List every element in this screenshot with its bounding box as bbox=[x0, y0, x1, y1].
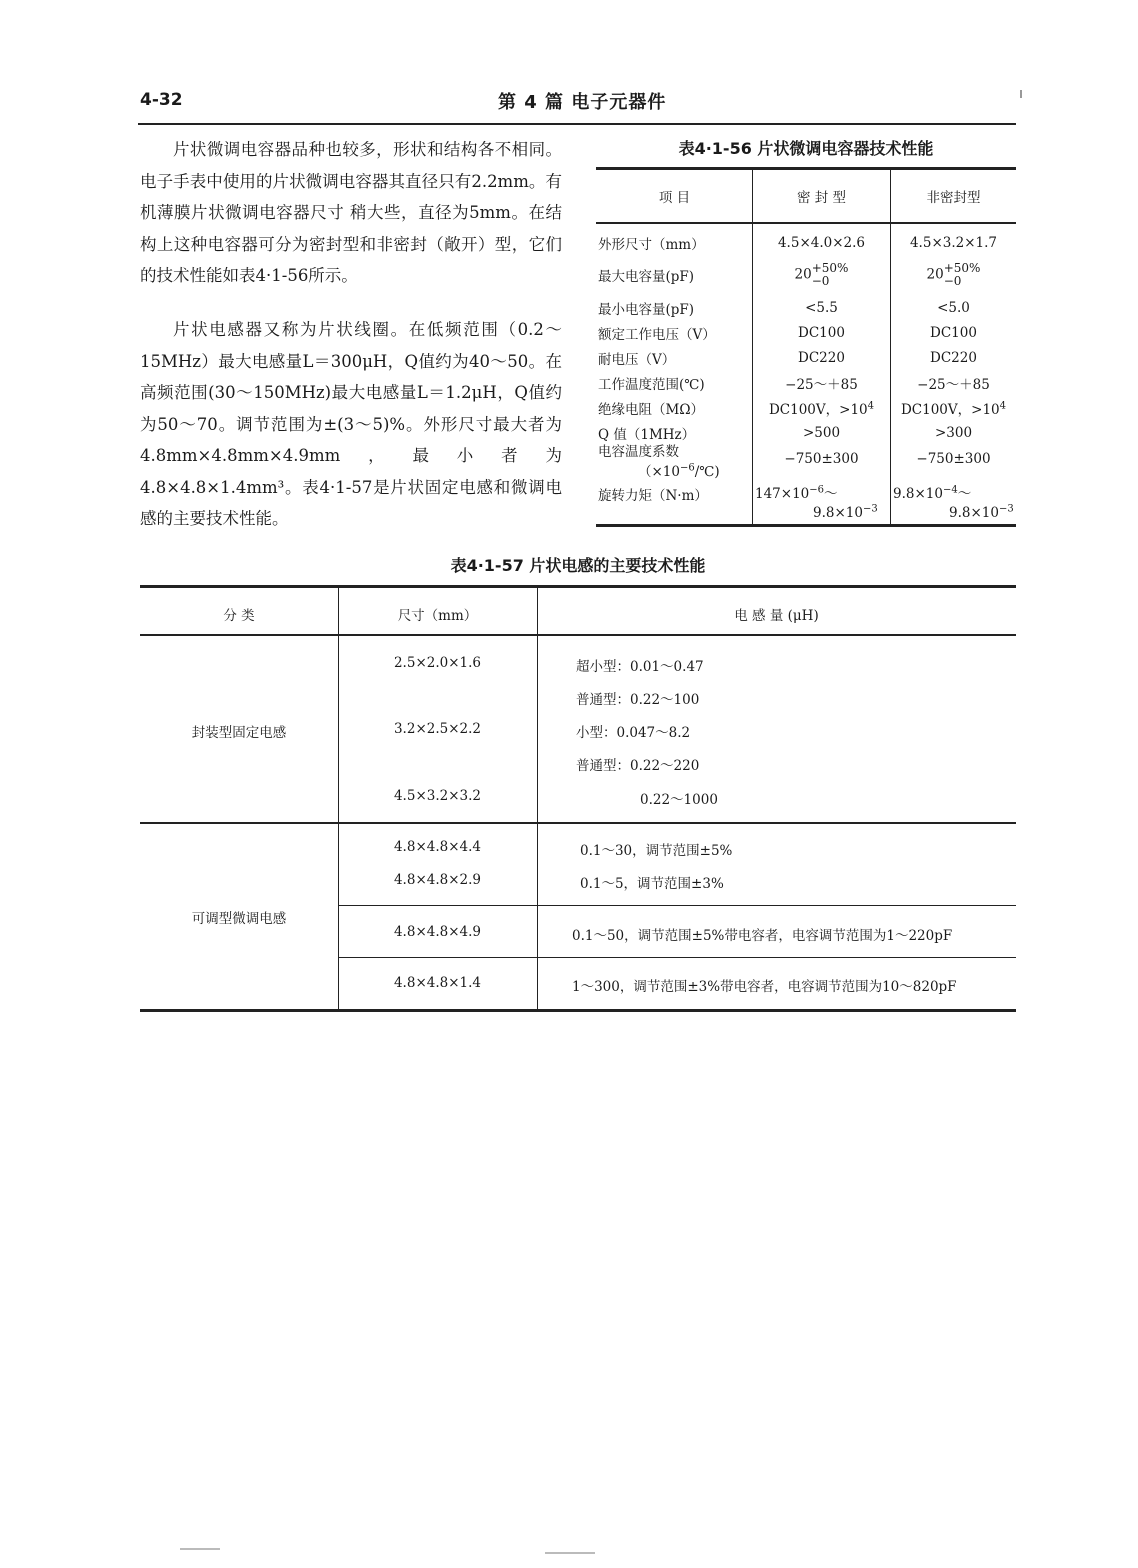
size-cell: 4.8×4.8×2.9 bbox=[393, 872, 482, 888]
table56-header-item: 项 目 bbox=[596, 169, 753, 224]
cell-sealed bbox=[753, 395, 891, 420]
cell-item: 外形尺寸（mm） bbox=[598, 236, 705, 253]
table57-header-category: 分 类 bbox=[223, 608, 255, 624]
table-row bbox=[596, 395, 1016, 420]
table57-title: 表4·1-57 片状电感的主要技术性能 bbox=[450, 556, 706, 575]
cell-sealed bbox=[753, 255, 891, 295]
paragraph-inductor bbox=[140, 314, 562, 535]
cell-unsealed bbox=[891, 480, 1017, 526]
value-text: DC100V，>10 bbox=[900, 401, 1000, 418]
cell-item: 耐电压（V） bbox=[598, 351, 676, 368]
category-adjustable: 可调型微调电感 bbox=[191, 911, 287, 927]
cell-item: 旋转力矩（N·m） bbox=[596, 480, 753, 526]
value-exponent: −3 bbox=[862, 503, 878, 515]
tolerance bbox=[812, 262, 849, 288]
table-row bbox=[596, 445, 1016, 480]
value-text: 9.8×10 bbox=[893, 485, 943, 502]
value-text: ～ bbox=[824, 485, 838, 502]
tolerance-upper: +50% bbox=[943, 261, 981, 275]
cell-sealed: −25～＋85 bbox=[753, 370, 891, 395]
inductance-cell: 0.1～5，调节范围±3% bbox=[580, 876, 724, 892]
value-line1 bbox=[755, 486, 838, 502]
table57-vline bbox=[537, 588, 538, 1009]
category-fixed: 封装型固定电感 bbox=[191, 725, 287, 741]
table57-group-rule bbox=[140, 822, 1016, 824]
value-base: 20 bbox=[794, 266, 812, 283]
scan-speck bbox=[545, 1552, 595, 1554]
tolerance-upper: +50% bbox=[811, 261, 849, 275]
tolerance-lower: −0 bbox=[811, 274, 830, 288]
value-line2 bbox=[893, 505, 1014, 521]
cell-unsealed: −750±300 bbox=[891, 445, 1017, 480]
value-exponent: −3 bbox=[998, 503, 1014, 515]
item-line2-text: （×10 bbox=[638, 463, 680, 480]
value-text: 9.8×10 bbox=[813, 505, 863, 521]
paragraph-text: 片状电感器又称为片状线圈。在低频范围（0.2～15MHz）最大电感量L＝300μH，Q值约为40～50。在高频范围(30～150MHz)最大电感量L＝1.2μH，Q值约为50～70。调节范围为±(3～5)%。外形尺寸最大者为 4.8mm×4.8mm×4.9mm，最小者为4.8×4.8×1.4mm³。表4·1-57是片状固定电感和微调电感的主要技术性能。 bbox=[140, 320, 562, 528]
table-row bbox=[596, 370, 1016, 395]
size-cell: 4.8×4.8×1.4 bbox=[393, 975, 482, 991]
table57-header-size: 尺寸（mm） bbox=[397, 608, 478, 624]
cell-sealed: >500 bbox=[753, 420, 891, 445]
table57-row-rule bbox=[338, 957, 1016, 958]
paragraph-text: 片状微调电容器品种也较多，形状和结构各不相同。电子手表中使用的片状微调电容器其直径只有2.2mm。有机薄膜片状微调电容器尺寸 稍大些，直径为5mm。在结构上这种电容器可分为密封型和非密封（敞开）型，它们的技术性能如表4·1-56所示。 bbox=[140, 140, 562, 285]
cell-sealed: 4.5×4.0×2.6 bbox=[753, 223, 891, 255]
inductance-cell: 0.1～30，调节范围±5% bbox=[580, 843, 733, 859]
cell-sealed: <5.5 bbox=[753, 295, 891, 320]
inductance-cell: 小型：0.047～8.2 bbox=[576, 725, 691, 741]
table-row bbox=[596, 295, 1016, 320]
inductance-cell: 0.1～50，调节范围±5%带电容者，电容调节范围为1～220pF bbox=[572, 928, 953, 944]
value-line1 bbox=[893, 486, 971, 502]
value-text: 147×10 bbox=[755, 485, 810, 502]
cell-item: Q 值（1MHz） bbox=[598, 426, 696, 443]
cell-unsealed bbox=[891, 255, 1017, 295]
cell-unsealed: −25～＋85 bbox=[891, 370, 1017, 395]
table-row bbox=[596, 255, 1016, 295]
cell-sealed: DC100 bbox=[753, 320, 891, 345]
item-line2-end: /℃) bbox=[694, 463, 720, 480]
table-row bbox=[596, 480, 1016, 526]
cell-sealed: DC220 bbox=[753, 345, 891, 370]
item-exponent: −6 bbox=[680, 462, 695, 473]
paragraph-capacitor bbox=[140, 134, 562, 292]
cell-item: 工作温度范围(℃) bbox=[598, 376, 705, 393]
table57-header-inductance: 电 感 量 (μH) bbox=[734, 608, 819, 624]
table56 bbox=[596, 167, 1016, 527]
cell-item: 绝缘电阻（MΩ） bbox=[598, 401, 705, 418]
inductance-cell: 普通型：0.22～100 bbox=[576, 692, 700, 708]
table57-top-rule bbox=[140, 585, 1016, 588]
scan-speck bbox=[1020, 90, 1022, 98]
inductance-cell: 1～300，调节范围±3%带电容者，电容调节范围为10～820pF bbox=[572, 979, 957, 995]
cell-item: 最大电容量(pF) bbox=[598, 269, 695, 285]
item-line1: 电容温度系数 bbox=[598, 444, 679, 460]
value-exponent: 4 bbox=[867, 400, 875, 411]
page-number: 4-32 bbox=[140, 90, 183, 110]
cell-unsealed bbox=[891, 395, 1017, 420]
inductance-cell: 普通型：0.22～220 bbox=[576, 758, 700, 774]
cell-sealed bbox=[753, 480, 891, 526]
cell-unsealed: 4.5×3.2×1.7 bbox=[891, 223, 1017, 255]
header-rule bbox=[138, 123, 1016, 125]
table-row bbox=[596, 345, 1016, 370]
value-line2 bbox=[755, 505, 878, 521]
chapter-title: 第 4 篇 电子元器件 bbox=[498, 92, 667, 113]
value-text: ～ bbox=[957, 485, 972, 502]
size-cell: 2.5×2.0×1.6 bbox=[393, 655, 482, 671]
inductance-cell: 超小型：0.01～0.47 bbox=[576, 659, 704, 675]
table57-row-rule bbox=[338, 905, 1016, 906]
tolerance bbox=[944, 262, 981, 288]
cell-item: 最小电容量(pF) bbox=[598, 301, 695, 318]
table-row bbox=[596, 223, 1016, 255]
table-row bbox=[596, 420, 1016, 445]
value-base: 20 bbox=[926, 266, 944, 283]
cell-unsealed: DC100 bbox=[891, 320, 1017, 345]
item-line2 bbox=[598, 464, 720, 480]
size-cell: 3.2×2.5×2.2 bbox=[393, 721, 482, 737]
table57-bottom-rule bbox=[140, 1009, 1016, 1012]
table56-header-unsealed: 非密封型 bbox=[891, 169, 1017, 224]
cell-sealed: −750±300 bbox=[753, 445, 891, 480]
cell-unsealed: >300 bbox=[891, 420, 1017, 445]
cell-unsealed: DC220 bbox=[891, 345, 1017, 370]
cell-unsealed: <5.0 bbox=[891, 295, 1017, 320]
scan-speck bbox=[180, 1548, 220, 1550]
table57-header-rule bbox=[140, 634, 1016, 636]
table56-header-sealed: 密 封 型 bbox=[753, 169, 891, 224]
size-cell: 4.8×4.8×4.4 bbox=[393, 839, 482, 855]
cell-item: 额定工作电压（V） bbox=[598, 326, 716, 343]
table56-header-row bbox=[596, 169, 1016, 224]
table56-title: 表4·1-56 片状微调电容器技术性能 bbox=[678, 139, 934, 158]
value-exponent: −6 bbox=[809, 484, 825, 495]
table-row bbox=[596, 320, 1016, 345]
tolerance-lower: −0 bbox=[943, 274, 962, 288]
value-text: 9.8×10 bbox=[949, 505, 999, 521]
size-cell: 4.5×3.2×3.2 bbox=[393, 788, 482, 804]
value-exponent: 4 bbox=[999, 400, 1007, 411]
inductance-cell: 0.22～1000 bbox=[640, 792, 718, 808]
size-cell: 4.8×4.8×4.9 bbox=[393, 924, 482, 940]
cell-item bbox=[596, 445, 753, 480]
value-exponent: −4 bbox=[942, 484, 958, 495]
value-text: DC100V，>10 bbox=[768, 401, 868, 418]
